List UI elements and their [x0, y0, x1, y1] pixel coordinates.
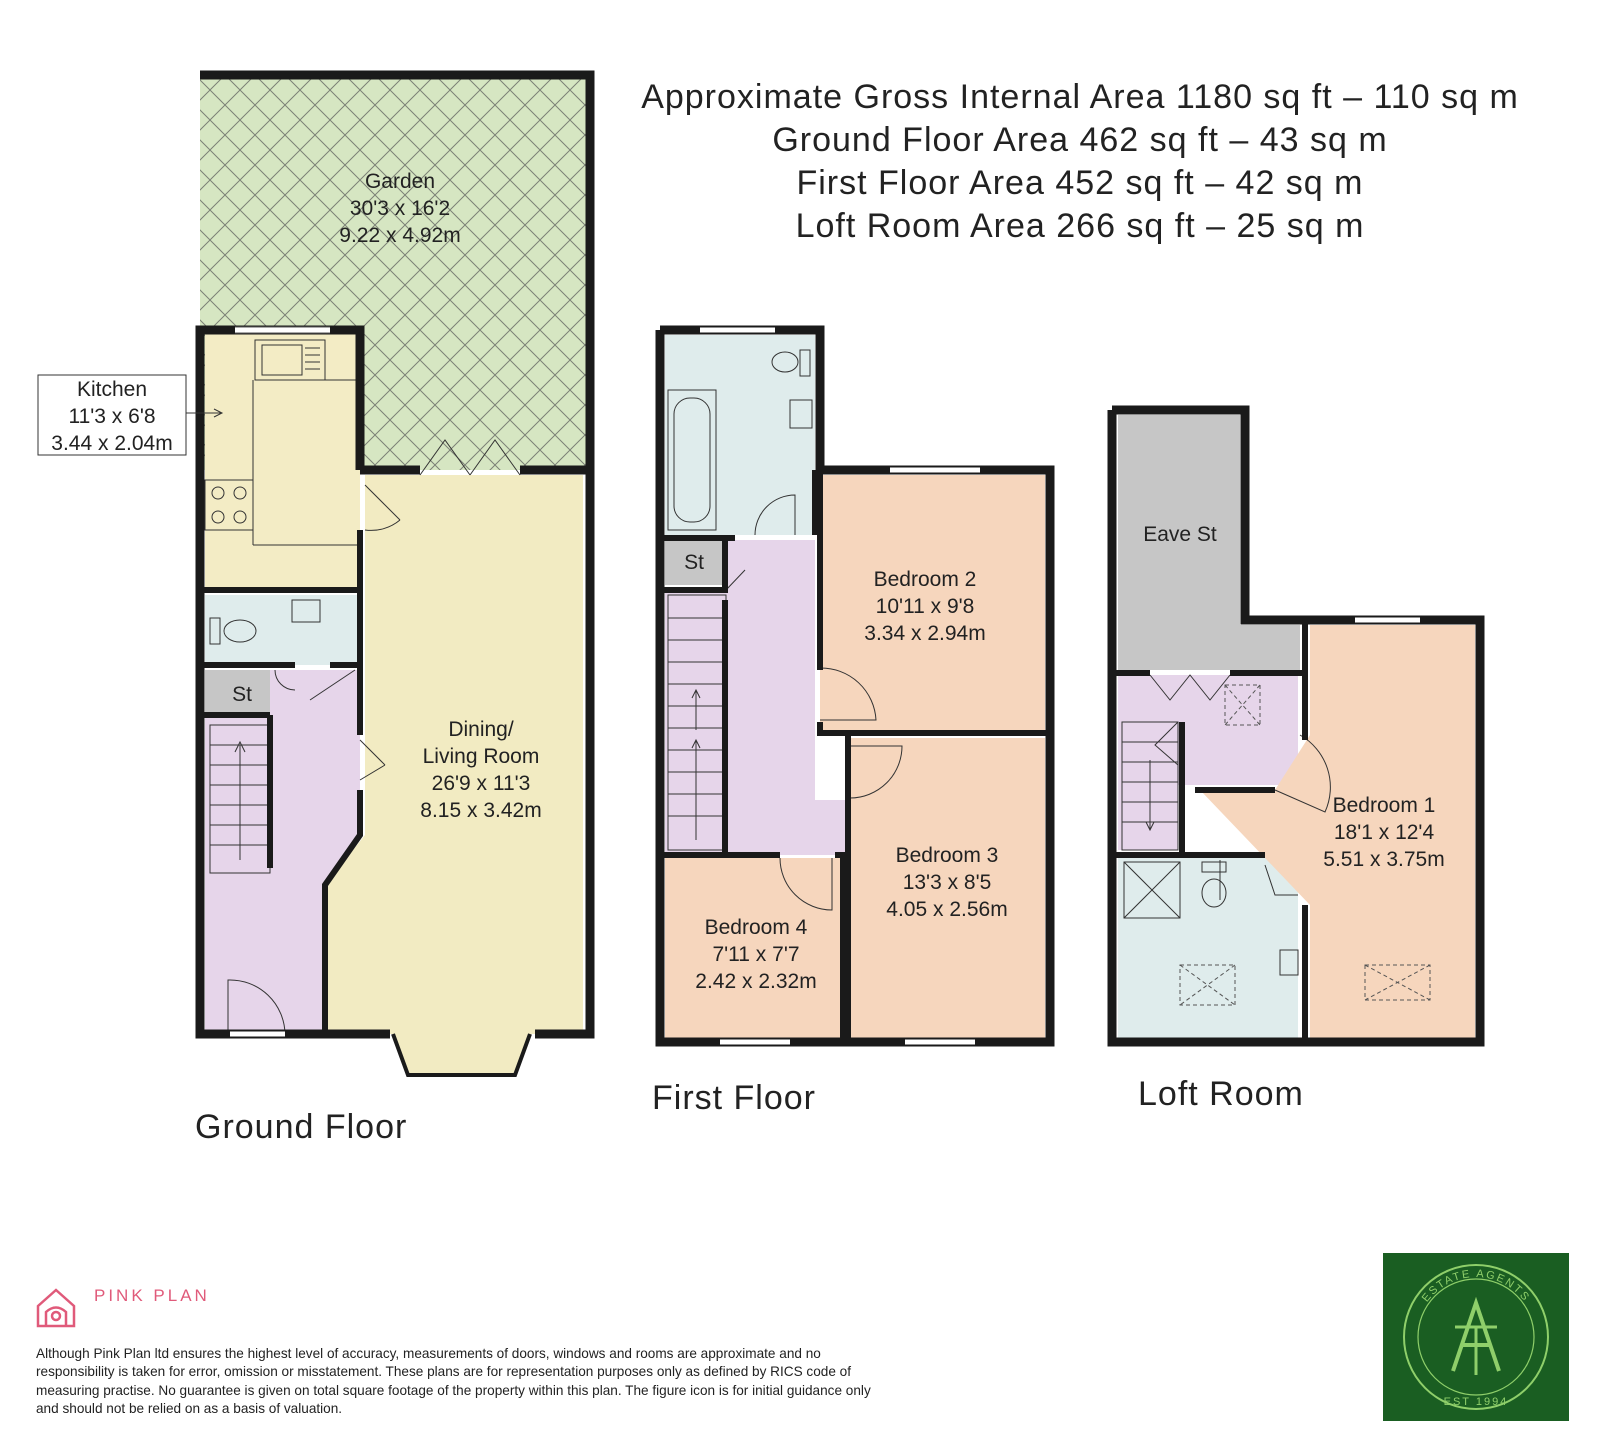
wc-area	[205, 595, 360, 665]
bedroom4-label: Bedroom 4	[704, 916, 808, 939]
disclaimer-text: Although Pink Plan ltd ensures the highest level of accuracy, measurements of doors, windows and rooms are approximate and no responsibility is taken for error, omission or misstatement. These plans are for representation purposes only as defined by RICS code of measuring practise. No guarantee is given on total square footage of the property within this plan. The figure icon is for initial guidance only and should not be relied on as a basis of valuation.	[36, 1346, 871, 1417]
loft-stair-area	[1118, 720, 1178, 850]
ground-store-label: St	[232, 683, 252, 706]
area-summary	[560, 76, 1600, 248]
first-floor-title: First Floor	[652, 1079, 816, 1117]
loft-room-title: Loft Room	[1138, 1075, 1304, 1113]
garden-metric: 9.22 x 4.92m	[339, 224, 461, 247]
pink-plan-brand	[36, 1286, 210, 1306]
bedroom1-imperial: 18'1 x 12'4	[1333, 821, 1435, 844]
kitchen-label: Kitchen	[76, 378, 148, 401]
kitchen-metric: 3.44 x 2.04m	[51, 432, 173, 455]
bedroom3-metric: 4.05 x 2.56m	[886, 898, 1008, 921]
kitchen-imperial: 11'3 x 6'8	[68, 405, 156, 428]
gross-area: Approximate Gross Internal Area 1180 sq ft – 110 sq m	[641, 78, 1519, 116]
bedroom1-metric: 5.51 x 3.75m	[1323, 848, 1445, 871]
ground-floor-title: Ground Floor	[195, 1108, 408, 1146]
bedroom4-metric: 2.42 x 2.32m	[695, 970, 817, 993]
loft-floor-plan	[1112, 410, 1480, 1042]
brand-name: PINK PLAN	[94, 1286, 210, 1305]
dining-metric: 8.15 x 3.42m	[420, 799, 542, 822]
kitchen-area	[205, 330, 360, 588]
first-store-label: St	[684, 551, 704, 574]
eave-store-label: Eave St	[1143, 523, 1217, 546]
dining-label-2: Living Room	[422, 745, 540, 768]
estate-agent-logo	[1383, 1253, 1569, 1421]
bedroom4-imperial: 7'11 x 7'7	[712, 943, 800, 966]
bedroom3-label: Bedroom 3	[895, 844, 999, 867]
first-area: First Floor Area 452 sq ft – 42 sq m	[796, 164, 1364, 202]
logo-top-text: ESTATE AGENTS	[1419, 1267, 1533, 1305]
logo-bottom-text: EST 1994	[1443, 1396, 1509, 1408]
dining-label-1: Dining/	[448, 718, 514, 741]
loft-area: Loft Room Area 266 sq ft – 25 sq m	[795, 207, 1365, 245]
ground-area: Ground Floor Area 462 sq ft – 43 sq m	[772, 121, 1388, 159]
bedroom2-label: Bedroom 2	[873, 568, 977, 591]
garden-label: Garden	[364, 170, 436, 193]
bedroom2-metric: 3.34 x 2.94m	[864, 622, 986, 645]
garden-imperial: 30'3 x 16'2	[349, 197, 451, 220]
bathroom-area	[665, 335, 815, 535]
bedroom3-imperial: 13'3 x 8'5	[902, 871, 992, 894]
dining-imperial: 26'9 x 11'3	[431, 772, 531, 795]
bedroom1-label: Bedroom 1	[1332, 794, 1436, 817]
bedroom2-imperial: 10'11 x 9'8	[875, 595, 975, 618]
